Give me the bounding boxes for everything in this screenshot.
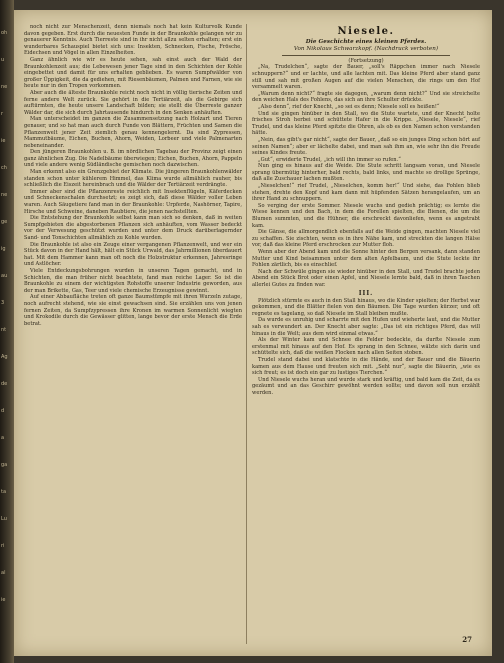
story-paragraphs-part-2 bbox=[252, 298, 480, 397]
spine-fragment: ga bbox=[1, 462, 8, 468]
article-paragraph: Immer aber sind die Pflanzenreste reichlich mit Insektenflügeln, Käferdecken und Schneckenschalen durchsetzt; es zeigt sich, daß diese Wälder voller Leben waren. Auch Säugetiere fand man in der Braunkohle: Urpferde, Nashörner, Tapire, Hirsche und Schweine, daneben Raubtiere, die jenen nachstellten. bbox=[24, 188, 242, 215]
spine-fragment: u bbox=[1, 57, 5, 63]
story-paragraph: „Nein, das gibt's gar nicht“, sagte der Bauer, „daß so ein junges Ding schon hört auf seinen Namen“; aber er lächelte dabei, und man sah ihm an, wie sehr ihn die Freude seines Kindes freute. bbox=[252, 136, 480, 157]
magazine-page bbox=[14, 10, 492, 656]
spine-fragment: nt bbox=[1, 327, 7, 333]
spine-fragment: ig bbox=[1, 246, 6, 252]
article-paragraph: noch nicht zur Menschenzeit, denn niemals noch hat kein Kulturvolk Kunde davon gegeben. Erst durch die neuesten Funde in der Braunkohle gelangen wir zu genauerer Kenntnis. Auch Tierreste sind in ihr nicht allzu selten erhalten; erst ein wunderbares Schauspiel bietet sich uns: Insekten, Schnecken, Fische, Frösche, Eidechsen und Vögel in allen Einzelheiten. bbox=[24, 24, 242, 57]
spine-fragment: de bbox=[1, 381, 8, 387]
article-paragraph: Aber auch die älteste Braunkohle reicht noch nicht in völlig tierische Zeiten und ferne andere Welt zurück. Sie gehört in die Tertiärzeit, als die Gebirge sich auftürmten, die heute unsere Landschaft bilden; sie stellt die Überreste ganzer Wälder dar, die sich durch Jahrtausende hindurch in den Senken anhäuften. bbox=[24, 89, 242, 116]
article-paragraph: Man erkennt also ein Grenzgebiet der Klimate. Die jüngeren Braunkohlenwälder standen schon unter kühlerem Himmel, das Klima wurde allmählich rauher, bis schließlich die Eiszeit hereinbrach und die Wälder der Tertiärzeit verdrängte. bbox=[24, 169, 242, 189]
story-paragraph: „Gut“, erwiderte Trudel, „ich will ihn immer so rufen.“ bbox=[258, 156, 401, 163]
spine-fragment: ne bbox=[1, 84, 8, 90]
story-paragraph: Wenn aber der Abend kam und die Sonne hinter den Bergen versank, dann standen Mutter und Kind beisammen unter dem alten Apfelbaum, und die Stute leckte ihr Fohlen zärtlich, bis es einschlief. bbox=[252, 249, 480, 269]
spine-fragment: ge bbox=[1, 219, 8, 225]
spine-fragment: oh bbox=[1, 30, 8, 36]
story-paragraphs-part-1 bbox=[252, 64, 480, 288]
spine-fragment: ie bbox=[1, 138, 6, 144]
article-paragraph: Viele Entdeckungsbohrungen wurden in unseren Tagen gemacht, und in Schichten, die man früher nicht beachtete, fand man reiche Lager. So ist die Braunkohle zu einem der wichtigsten Rohstoffe unserer Industrie geworden, aus der man Brikette, Gas, Teer und viele chemische Erzeugnisse gewinnt. bbox=[24, 267, 242, 294]
book-spine bbox=[0, 0, 14, 663]
spine-fragment: ne bbox=[1, 192, 8, 198]
story-paragraph: Da wurde es unruhig und scharrte mit den Hufen und wieherte laut, und die Mutter sah es verwundert an. Der Knecht aber sagte: „Das ist ein richtiges Pferd, das will hinaus in die Welt; aus dem wird einmal etwas.“ bbox=[252, 317, 480, 337]
article-paragraph: Den jüngeren Braunkohlen u. B. im nördlichen Tagebau der Provinz zeigt einen ganz ähnlichen Zug. Die Nadelbäume überwiegen; Eichen, Buchen, Ahorn, Pappeln und viele andere wenig Südländische gemischen noch dazwischen. bbox=[24, 149, 243, 169]
story-paragraph: Nun ging es hinaus auf die Weide. Die Stute schritt langsam voran, und Niesele sprang übermütig hinterher, bald rechts, bald links, und machte so drollige Sprünge, daß alle Zuschauer lachen mußten. bbox=[252, 163, 480, 183]
article-braunkohle-column bbox=[24, 24, 242, 327]
spine-fragment: 3 bbox=[1, 300, 5, 306]
section-number: III. bbox=[358, 289, 374, 297]
story-paragraph: Plötzlich stürmte es auch in den Stall hinaus, wo die Kinder spielten; der Herbst war gekommen, und die Blätter fielen von den Bäumen. Die Tage wurden kürzer, und oft regnete es tagelang, so daß Niesele im Stall bleiben mußte. bbox=[252, 297, 480, 317]
story-paragraph: Und Niesele wuchs heran und wurde stark und kräftig, und bald kam die Zeit, da es gezäumt und an das Geschirr gewöhnt werden sollte; und davon soll nun erzählt werden. bbox=[252, 376, 480, 396]
story-paragraph: So verging der erste Sommer. Niesele wuchs und gedieh prächtig; es lernte die Wiese kennen und den Bach, in dem die Forellen spielten, die Bienen, die um die Blumen summten, und die Hühner, die erschreckt davonliefen, wenn es angetrabt kam. bbox=[252, 202, 480, 229]
story-subtitle: Die Geschichte eines kleinen Pferdes. bbox=[305, 39, 427, 45]
continuation-note: (Fortsetzung) bbox=[348, 57, 384, 64]
story-paragraph: Nach der Schwüle gingen sie wieder hinüber in den Stall, und Trudel brachte jeden Abend ein Stück Brot oder einen Apfel, und Niesele lernte bald, daß in ihren Taschen allerlei Gutes zu finden war. bbox=[252, 268, 480, 288]
spine-fragment: au bbox=[1, 273, 8, 279]
story-paragraph: „Na, Trudelchen“, sagte der Bauer, „soll's Räppchen immer nach Niesele schnuppern?“ und er lachte, und alle lachten mit. Das kleine Pferd aber stand ganz still und sah mit großen Augen auf die vielen Menschen, die rings um den Hof versammelt waren. bbox=[252, 64, 480, 91]
story-paragraph: Trudel stand dabei und klatschte in die Hände, und der Bauer und die Bäuerin kamen aus dem Hause und freuten sich mit. „Seht nur“, sagte die Bäuerin, „wie es sich freut; es ist doch ein gar zu lustiges Tierchen.“ bbox=[252, 356, 480, 377]
spine-fragment: ie bbox=[1, 597, 6, 603]
article-paragraph: Auf einer Abbaufläche treten oft ganze Baumstümpfe mit ihren Wurzeln zutage, noch aufrecht stehend, wie sie einst gewachsen sind. Sie erzählen uns von jenen fernen Zeiten, da Sumpfzypressen ihre Kronen im warmen Sonnenlicht wiegten und Krokodile durch die Gewässer glitten, lange bevor der erste Mensch die Erde betrat. bbox=[24, 294, 242, 327]
spine-fragment: Lu bbox=[1, 516, 7, 522]
spine-fragment: ta bbox=[1, 489, 7, 495]
story-paragraph: „Also denn“, rief der Knecht, „so sei es denn; Niesele soll es heißen!“ bbox=[258, 103, 440, 110]
story-paragraph: Und sie gingen hinüber in den Stall, wo die Stute wartete, und der Knecht holte frisches Stroh herbei und schüttete Hafer in die Krippe. „Niesele, Niesele“, rief Trudel, und das kleine Pferd spitzte die Ohren, als ob es den Namen schon verstanden hätte. bbox=[252, 110, 480, 137]
spine-fragment: al bbox=[1, 570, 6, 576]
spine-fragment: r bbox=[1, 111, 4, 117]
spine-fragment: a bbox=[1, 435, 5, 441]
spine-fragment: ri bbox=[1, 543, 5, 549]
story-headline: Niesele. bbox=[337, 26, 395, 37]
spine-fragment: Ag bbox=[1, 354, 8, 360]
article-paragraph: Ganz ähnlich wie wir es heute sehen, sah einst auch der Wald der Braunkohlenzeit aus; die Lebewesen jener Tage sind in den Schichten der Kohle eingebettet und damit für uns erhalten geblieben. Es waren Sumpfwälder von großer Üppigkeit, die da gediehen, mit Riesenbäumen, Palmen und Farnen, wie sie heute nur in den Tropen vorkommen. bbox=[24, 56, 242, 90]
story-byline: Von Nikolaus Schwarzkopf. (Nachdruck verboten) bbox=[293, 46, 439, 52]
article-paragraph: Man unterscheidet im ganzen die Zusammensetzung nach Holzart und Tieren genauer, und so hat man auch durch Funde von Blättern, Früchten und Samen die Pflanzenwelt jener Zeit ziemlich genau kennengelernt. Da sind Zypressen, Mammutbäume, Eichen, Buchen, Ahorn, Weiden, Lorbeer und viele Palmenarten nebeneinander. bbox=[24, 116, 242, 149]
story-paragraph: Die Gänse, die allmorgendlich ebenfalls auf die Weide gingen, machten Niesele viel zu schaffen. Sie zischten, wenn es in ihre Nähe kam, und streckten die langen Hälse vor, daß das kleine Pferd erschrocken zur Mutter floh. bbox=[252, 229, 480, 249]
title-rule bbox=[282, 55, 450, 56]
page-number: 27 bbox=[462, 635, 472, 644]
article-paragraph: Die Braunkohle ist also ein Zeuge einer vergangenen Pflanzenwelt, und wer ein Stück davon in der Hand hält, hält ein Stück Urwald, das Jahrmillionen überdauert hat. Mit dem Hammer kann man oft noch die Holzstruktur erkennen, Jahresringe und Astlöcher. bbox=[24, 241, 242, 268]
story-column bbox=[252, 24, 480, 396]
story-paragraph: Als der Winter kam und Schnee die Felder bedeckte, da durfte Niesele zum erstenmal mit hinaus auf den Hof. Es sprang in den Schnee, wälzte sich darin und schüttelte sich, daß die weißen Flocken nach allen Seiten stoben. bbox=[252, 337, 480, 357]
story-paragraph: „Warum denn nicht?“ fragte sie dagegen, „warum denn nicht?“ Und sie streichelte den weichen Hals des Fohlens, das sich an ihre Schulter drückte. bbox=[252, 90, 480, 104]
column-divider bbox=[246, 24, 247, 644]
article-paragraph: Die Entstehung der Braunkohle selbst kann man sich so denken, daß in weiten Sumpfgebieten die abgestorbenen Pflanzen sich anhäuften, vom Wasser bedeckt vor der Verwesung geschützt wurden und unter dem Druck darüberlagernder Sand- und Tonschichten allmählich zu Kohle wurden. bbox=[24, 215, 242, 241]
spine-fragment: d bbox=[1, 408, 5, 414]
story-paragraph: „Nieselchen!“ rief Trudel, „Nieselchen, komm her!“ Und siehe, das Fohlen blieb stehen, drehte den Kopf und kam dann mit hüpfenden Sätzen herangelaufen, um an ihrer Hand zu schnuppern. bbox=[252, 183, 480, 203]
spine-fragment: ch bbox=[1, 165, 7, 171]
